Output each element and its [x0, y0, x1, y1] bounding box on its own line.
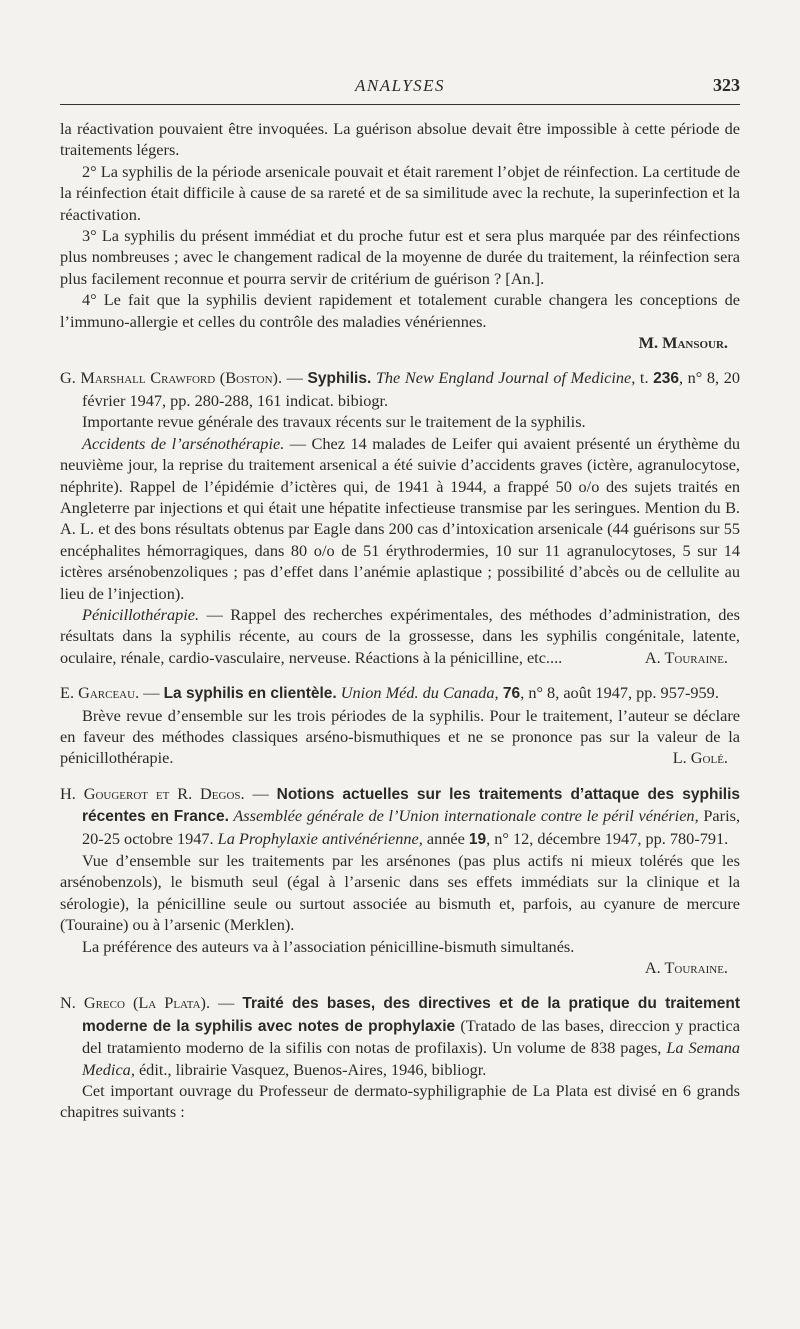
running-title: ANALYSES [354, 76, 446, 95]
reference-details: , n° 8, 20 février 1947, pp. 280-288, 161 indicat. bibiogr. [82, 368, 740, 410]
reference-details: (Tratado de las bases, direccion y practica del tratamiento moderno de la sifilis con notas de profilaxis). Un volume de 838 pages, [82, 1015, 740, 1058]
header-rule [60, 104, 740, 105]
reference-journal: Assemblée générale de l’Union internationale contre le péril vénérien, [228, 806, 699, 826]
paragraph: 4° Le fait que la syphilis devient rapidement et totalement curable changera les conceptions de l’immuno-allergie et celles du contrôle des maladies vénériennes. [60, 290, 740, 331]
section-heading: Accidents de l’arsénothérapie. [82, 433, 285, 453]
paragraph: Vue d’ensemble sur les traitements par les arsénones (pas plus actifs ni mieux tolérés que les arsénobenzols), le bismuth seul (égal à l’arsenic dans ses effets immédiats sur la clinique et la sérologie), la pénicilline seule ou surtout associée au bismuth et, parfois, au cyanure de mercure (Touraine) ou à l’arsenic (Merklen). [60, 851, 740, 935]
reference-journal: The New England Journal of Medicine, [375, 368, 636, 388]
reference-details: , n° 8, août 1947, pp. 957-959. [520, 683, 719, 703]
paragraph: la réactivation pouvaient être invoquées. La guérison absolue devait être impossible à cette période de traitements légers. [60, 119, 740, 160]
signature: M. Mansour. [638, 333, 728, 353]
page-number: 323 [713, 75, 740, 95]
reference-volume: 76 [498, 685, 521, 703]
reference-title: Syphilis. [307, 370, 372, 388]
dash: — [282, 368, 308, 388]
dash: — [210, 993, 243, 1013]
paragraph: 3° La syphilis du présent immédiat et du proche futur est et sera plus marquée par des réinfections plus nombreuses ; avec le changement radical de la moyenne de durée du traitement, la réinfection sera plus facilement reconnue et pourra servir de critérium de guérison ? [An.]. [60, 226, 740, 288]
section-heading: Pénicillothérapie. [82, 604, 200, 624]
paragraph-text: Brève revue d’ensemble sur les trois périodes de la syphilis. Pour le traitement, l’auteur se déclare en faveur des méthodes classiques arséno-bismuthiques et ne se prononce pas sur la valeur de la pénicillothérapie. [60, 705, 740, 768]
paragraph: La préférence des auteurs va à l’association pénicilline-bismuth simultanés. [82, 936, 575, 956]
reference-entry [60, 992, 740, 1080]
reference-details: année [422, 828, 469, 848]
paragraph [60, 604, 740, 668]
reference-author: H. Gougerot et R. Degos. [60, 783, 245, 803]
reference-journal: Union Méd. du Canada, [336, 683, 499, 703]
paragraph: Cet important ouvrage du Professeur de dermato-syphiligraphie de La Plata est divisé en 6 grands chapitres suivants : [60, 1081, 740, 1122]
page-header [60, 72, 740, 102]
reference-title: Traité des bases, des directives et de la pratique du traitement moderne de la syphilis avec notes de prophylaxie [82, 995, 741, 1035]
reference-author: G. Marshall Crawford (Boston). [60, 368, 283, 388]
reference-entry [60, 783, 740, 850]
paragraph: Importante revue générale des travaux récents sur le traitement de la syphilis. [82, 412, 586, 432]
reference-tome: t. [635, 368, 654, 388]
reference-author: E. Garceau. [60, 683, 140, 703]
reference-journal: La Prophylaxie antivénérienne, [217, 828, 423, 848]
paragraph-text: — Chez 14 malades de Leifer qui avaient présenté un érythème du neuvième jour, la reprise du traitement arsenical a été suivie d’accidents graves (ictère, agranulocytose, néphrite). Rappel de l’épidémie d’ictères qui, de 1941 à 1944, a frappé 50 o/o des sujets traités en Angleterre par injections et qui était une hépatite infectieuse transmise par les seringues. Mention du B. A. L. et des bons résultats obtenus par Eagle dans 200 cas d’intoxication arsenicale (44 guérisons sur 55 encéphalites hémorragiques, dans 80 o/o de 51 érythrodermies, 10 sur 11 agranulocytoses, 5 sur 14 ictères arsénobenzoliques ; pas d’effet dans l’anémie aplastique ; possibilité d’abcès ou de cellulite au lieu de l’injection). [60, 433, 740, 603]
signature: A. Touraine. [644, 958, 728, 978]
reference-volume: 236 [653, 370, 679, 388]
reference-details: édit., librairie Vasquez, Buenos-Aires, 1946, bibliogr. [134, 1059, 487, 1079]
reference-author: N. Greco (La Plata). [60, 993, 211, 1013]
reference-volume: 19 [468, 830, 487, 848]
reference-title: Notions actuelles sur les traitements d’attaque des syphilis récentes en France. [82, 785, 741, 826]
reference-entry [60, 682, 740, 704]
paragraph [60, 433, 740, 604]
dash: — [139, 683, 164, 703]
paragraph-text: — Rappel des recherches expérimentales, des méthodes d’administration, des résultats dans la syphilis récente, au cours de la grossesse, dans les syphilis congénitale, latente, oculaire, rénale, cardio-vasculaire, nerveuse. Réactions à la pénicilline, etc.... [60, 604, 740, 667]
reference-details: Paris, 20-25 octobre 1947. [82, 806, 741, 848]
reference-journal: La Semana Medica, [82, 1038, 741, 1079]
reference-details: , n° 12, décembre 1947, pp. 780-791. [486, 828, 729, 848]
signature: A. Touraine. [644, 647, 728, 667]
dash: — [244, 783, 277, 803]
reference-entry [60, 367, 740, 411]
signature: L. Golé. [672, 748, 728, 768]
article-body [60, 118, 740, 1123]
reference-title: La syphilis en clientèle. [163, 685, 337, 703]
paragraph: 2° La syphilis de la période arsenicale pouvait et était rarement l’objet de réinfection. La certitude de la réinfection était difficile à cause de sa rareté et de sa similitude avec la rechute, la superinfection et la réactivation. [60, 161, 740, 224]
paragraph [60, 705, 740, 769]
